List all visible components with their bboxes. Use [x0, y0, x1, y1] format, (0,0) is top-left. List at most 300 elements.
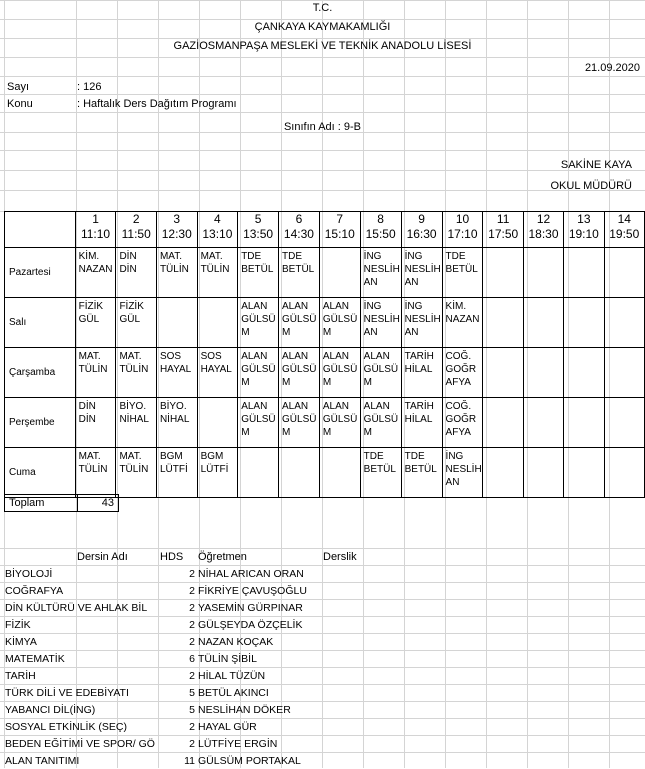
room-header: Derslik	[323, 550, 357, 563]
course-name: ALAN TANITIMI	[5, 754, 80, 767]
lesson-text: MAT.	[78, 351, 101, 362]
course-teacher: HAYAL GÜR	[198, 720, 257, 733]
course-hds: 2	[189, 737, 195, 750]
course-hds: 6	[189, 652, 195, 665]
lesson-text: GÜLSÜ	[322, 364, 358, 375]
lesson-cell	[604, 448, 644, 498]
lesson-cell	[564, 448, 604, 498]
lesson-cell	[442, 298, 483, 348]
course-row	[5, 752, 403, 769]
course-row	[5, 667, 403, 684]
course-room	[323, 599, 403, 616]
lesson-text: M	[282, 327, 291, 338]
lesson-cell	[197, 298, 238, 348]
lesson-cell	[197, 348, 238, 398]
period-header	[116, 212, 157, 248]
lesson-text: HAYAL	[159, 364, 192, 375]
course-hds: 2	[189, 601, 195, 614]
lesson-text: GÜLSÜ	[363, 364, 399, 375]
lesson-text: GÜLSÜ	[322, 314, 358, 325]
lesson-cell	[401, 248, 442, 298]
lesson-text: BİYO.	[159, 401, 187, 412]
lesson-text: NAZAN	[78, 264, 113, 275]
course-name: TARİH	[5, 669, 36, 682]
lesson-text: ALAN	[241, 301, 268, 312]
lesson-text: TÜLİN	[159, 264, 189, 275]
lesson-text: HAYAL	[200, 364, 232, 375]
total-table	[4, 494, 119, 512]
lesson-text: MAT.	[78, 451, 101, 462]
lesson-text: GÜLSÜ	[241, 364, 276, 375]
lesson-text: COĞ.	[445, 351, 472, 362]
period-header	[604, 212, 644, 248]
lesson-cell	[319, 448, 360, 498]
lesson-cell	[197, 448, 238, 498]
course-name: BEDEN EĞİTİMİ VE SPOR/ GÖ	[5, 737, 155, 750]
lesson-text: M	[241, 427, 250, 438]
lesson-text: KİM.	[445, 301, 467, 312]
lesson-text: GÜLSÜ	[282, 414, 317, 425]
course-teacher: LÜTFİYE ERGİN	[198, 737, 278, 750]
course-name: SOSYAL ETKİNLİK (SEÇ)	[5, 720, 127, 733]
course-row	[5, 701, 403, 718]
lesson-cell	[279, 298, 320, 348]
lesson-text: SOS	[200, 351, 222, 362]
lesson-cell	[319, 248, 360, 298]
lesson-text: İNG	[404, 251, 423, 262]
konu-value: : Haftalık Ders Dağıtım Programı	[77, 98, 237, 110]
lesson-cell	[75, 248, 116, 298]
day-name: Pazartesi	[5, 248, 76, 298]
lesson-text: ALAN	[282, 351, 309, 362]
course-row	[5, 650, 403, 667]
lesson-text: NESLİH	[363, 264, 400, 275]
header-tc: T.C.	[312, 2, 333, 14]
lesson-text: GÜLSÜ	[282, 314, 317, 325]
lesson-text: BETÜL	[241, 264, 274, 275]
lesson-cell	[523, 298, 563, 348]
lesson-cell	[238, 298, 279, 348]
period-time: 14:30	[283, 227, 314, 241]
lesson-cell	[360, 348, 401, 398]
class-name: Sınıfın Adı : 9-B	[283, 121, 362, 133]
day-name: Salı	[5, 298, 76, 348]
period-number: 7	[336, 212, 344, 226]
lesson-text: DİN	[119, 251, 137, 262]
lesson-cell	[197, 248, 238, 298]
day-row	[5, 298, 645, 348]
course-teacher: NESLİHAN DÖKER	[198, 703, 291, 716]
period-header	[319, 212, 360, 248]
course-room	[323, 752, 403, 769]
lesson-text: GÜLSÜ	[322, 414, 358, 425]
lesson-cell	[442, 398, 483, 448]
lesson-cell	[360, 398, 401, 448]
lesson-text: GÜLSÜ	[241, 314, 276, 325]
lesson-cell	[564, 298, 604, 348]
period-header-row	[5, 212, 645, 248]
period-time: 17:50	[488, 227, 519, 241]
period-number: 10	[455, 212, 470, 226]
lesson-text: AN	[363, 327, 378, 338]
course-teacher: BETÜL AKINCI	[198, 686, 269, 699]
course-room	[323, 565, 403, 582]
course-name: KİMYA	[5, 635, 37, 648]
lesson-cell	[360, 248, 401, 298]
period-time: 12:30	[161, 227, 192, 241]
course-name-header: Dersin Adı	[77, 550, 128, 563]
course-hds: 2	[189, 584, 195, 597]
lesson-text: BGM	[159, 451, 183, 462]
lesson-text: NESLİH	[404, 264, 441, 275]
course-teacher: NAZAN KOÇAK	[198, 635, 274, 648]
course-row	[5, 582, 403, 599]
lesson-text: FİZİK	[119, 301, 144, 312]
period-header	[279, 212, 320, 248]
lesson-text: NESLİH	[445, 464, 482, 475]
lesson-text: M	[241, 377, 250, 388]
period-header	[75, 212, 116, 248]
course-row	[5, 565, 403, 582]
lesson-text: NESLİH	[404, 314, 441, 325]
lesson-cell	[319, 348, 360, 398]
period-time: 18:30	[528, 227, 559, 241]
day-row	[5, 398, 645, 448]
course-hds: 2	[189, 635, 195, 648]
course-room	[323, 616, 403, 633]
lesson-cell	[75, 298, 116, 348]
lesson-text: M	[241, 327, 250, 338]
lesson-text: TDE	[445, 251, 466, 262]
lesson-cell	[564, 348, 604, 398]
lesson-text: LÜTFİ	[200, 464, 229, 475]
period-number: 14	[617, 212, 631, 226]
lesson-text: AN	[404, 327, 419, 338]
period-header	[442, 212, 483, 248]
lesson-text: DİN	[78, 414, 96, 425]
lesson-text: AN	[445, 477, 460, 488]
period-number: 8	[377, 212, 384, 226]
lesson-text: FİZİK	[78, 301, 104, 312]
lesson-text: İNG	[363, 251, 382, 262]
period-time: 11:10	[80, 227, 111, 241]
course-row	[5, 599, 403, 616]
lesson-cell	[238, 348, 279, 398]
lesson-cell	[156, 298, 197, 348]
lesson-cell	[523, 398, 563, 448]
lesson-text: TARİH	[404, 401, 434, 412]
course-name: BİYOLOJİ	[5, 567, 53, 580]
lesson-cell	[116, 248, 157, 298]
lesson-cell	[156, 248, 197, 298]
lesson-text: M	[322, 377, 332, 388]
lesson-text: NAZAN	[445, 314, 480, 325]
period-time: 16:30	[406, 227, 437, 241]
lesson-text: TDE	[404, 451, 425, 462]
lesson-cell	[483, 248, 523, 298]
period-number: 6	[295, 212, 303, 226]
lesson-text: HİLAL	[404, 364, 433, 375]
lesson-text: DİN	[119, 264, 137, 275]
period-time: 11:50	[121, 227, 151, 241]
lesson-cell	[75, 398, 116, 448]
lesson-cell	[604, 398, 644, 448]
lesson-cell	[360, 448, 401, 498]
lesson-text: ALAN	[241, 351, 268, 362]
lesson-cell	[238, 448, 279, 498]
lesson-text: KİM.	[78, 251, 100, 262]
course-row	[5, 718, 403, 735]
lesson-cell	[604, 248, 644, 298]
period-time: 19:50	[609, 227, 640, 241]
period-number: 12	[536, 212, 551, 226]
lesson-text: TDE	[241, 251, 262, 262]
corner-cell	[5, 212, 76, 248]
course-hds: 5	[189, 686, 195, 699]
lesson-text: SOS	[159, 351, 182, 362]
lesson-text: GÜLSÜ	[282, 364, 317, 375]
period-header	[401, 212, 442, 248]
lesson-cell	[116, 298, 157, 348]
period-number: 9	[418, 212, 425, 226]
lesson-text: AN	[404, 277, 419, 288]
lesson-text: GÜL	[78, 314, 100, 325]
period-number: 5	[254, 212, 262, 226]
lesson-text: AFYA	[445, 427, 471, 438]
lesson-cell	[156, 448, 197, 498]
lesson-cell	[483, 348, 523, 398]
lesson-text: GOĞR	[445, 364, 477, 375]
period-time: 17:10	[447, 227, 478, 241]
lesson-cell	[197, 398, 238, 448]
lesson-text: NESLİH	[363, 314, 400, 325]
course-room	[323, 684, 403, 701]
day-name: Perşembe	[5, 398, 76, 448]
course-room	[323, 582, 403, 599]
period-header	[523, 212, 563, 248]
lesson-text: BİYO.	[119, 401, 147, 412]
day-row	[5, 348, 645, 398]
lesson-cell	[564, 398, 604, 448]
period-number: 3	[173, 212, 181, 226]
course-teacher: GÜLSÜM PORTAKAL	[198, 754, 301, 767]
lesson-text: TDE	[363, 451, 384, 462]
day-row	[5, 248, 645, 298]
lesson-cell	[156, 348, 197, 398]
lesson-text: GÜL	[119, 314, 140, 325]
lesson-text: MAT.	[159, 251, 182, 262]
weekly-timetable	[4, 211, 645, 498]
lesson-text: GÜLSÜ	[363, 414, 399, 425]
period-time: 15:10	[324, 227, 355, 241]
lesson-text: TÜLİN	[119, 364, 149, 375]
lesson-text: TARİH	[404, 351, 434, 362]
lesson-text: ALAN	[363, 351, 390, 362]
header-kaymakamlik: ÇANKAYA KAYMAKAMLIĞI	[254, 21, 391, 33]
lesson-cell	[156, 398, 197, 448]
course-hds: 2	[189, 669, 195, 682]
day-name: Cuma	[5, 448, 76, 498]
lesson-cell	[75, 348, 116, 398]
document-date: 21.09.2020	[584, 62, 640, 74]
lesson-text: M	[322, 427, 332, 438]
course-room	[323, 633, 403, 650]
period-header	[483, 212, 523, 248]
course-hds: 11	[184, 754, 195, 767]
lesson-cell	[523, 248, 563, 298]
course-room	[323, 735, 403, 752]
lesson-text: M	[322, 327, 332, 338]
course-room	[323, 667, 403, 684]
konu-label: Konu	[7, 98, 33, 110]
period-number: 1	[92, 212, 99, 226]
period-time: 19:10	[568, 227, 599, 241]
course-row	[5, 616, 403, 633]
lesson-cell	[483, 398, 523, 448]
lesson-text: M	[363, 427, 373, 438]
course-name: YABANCI DİL(İNG)	[5, 703, 96, 716]
lesson-text: ALAN	[282, 401, 309, 412]
lesson-text: AN	[363, 277, 378, 288]
course-list	[5, 548, 403, 769]
lesson-text: LÜTFİ	[159, 464, 188, 475]
teacher-header: Öğretmen	[198, 550, 247, 563]
course-hds: 5	[189, 703, 195, 716]
lesson-cell	[116, 398, 157, 448]
lesson-cell	[116, 348, 157, 398]
course-name: DİN KÜLTÜRÜ VE AHLAK BİL	[5, 601, 148, 614]
lesson-text: TÜLİN	[200, 264, 230, 275]
day-name: Çarşamba	[5, 348, 76, 398]
lesson-cell	[319, 398, 360, 448]
course-room	[323, 650, 403, 667]
lesson-text: GOĞR	[445, 414, 477, 425]
lesson-text: DİN	[78, 401, 96, 412]
lesson-text: MAT.	[119, 451, 142, 462]
lesson-cell	[483, 448, 523, 498]
lesson-text: BETÜL	[404, 464, 437, 475]
course-teacher: TÜLİN ŞİBİL	[198, 652, 257, 665]
lesson-cell	[319, 298, 360, 348]
period-time: 15:50	[365, 227, 396, 241]
lesson-text: ALAN	[322, 301, 349, 312]
lesson-cell	[564, 248, 604, 298]
course-row	[5, 633, 403, 650]
lesson-text: MAT.	[200, 251, 223, 262]
course-hds: 2	[189, 618, 195, 631]
lesson-text: GÜLSÜ	[241, 414, 276, 425]
course-teacher: GÜLŞEYDA ÖZÇELİK	[198, 618, 303, 631]
day-row	[5, 448, 645, 498]
lesson-cell	[401, 448, 442, 498]
lesson-cell	[279, 398, 320, 448]
header-school: GAZİOSMANPAŞA MESLEKİ VE TEKNİK ANADOLU LİSESİ	[173, 40, 472, 52]
period-header	[238, 212, 279, 248]
course-teacher: HİLAL TÜZÜN	[198, 669, 266, 682]
lesson-cell	[279, 348, 320, 398]
lesson-cell	[442, 348, 483, 398]
period-header	[360, 212, 401, 248]
period-header	[156, 212, 197, 248]
total-value: 43	[78, 495, 119, 512]
lesson-cell	[483, 298, 523, 348]
course-row	[5, 735, 403, 752]
course-name: FİZİK	[5, 618, 31, 631]
lesson-cell	[523, 348, 563, 398]
period-number: 4	[214, 212, 221, 226]
course-name: TÜRK DİLİ VE EDEBİYATI	[5, 686, 129, 699]
lesson-text: ALAN	[322, 401, 349, 412]
lesson-cell	[442, 448, 483, 498]
course-hds: 2	[189, 720, 195, 733]
lesson-text: TDE	[282, 251, 303, 262]
period-time: 13:10	[202, 227, 233, 241]
lesson-cell	[442, 248, 483, 298]
course-room	[323, 718, 403, 735]
lesson-cell	[279, 248, 320, 298]
course-name: MATEMATİK	[5, 652, 65, 665]
lesson-text: ALAN	[282, 301, 309, 312]
lesson-cell	[279, 448, 320, 498]
lesson-text: M	[282, 377, 291, 388]
lesson-text: ALAN	[241, 401, 268, 412]
lesson-cell	[360, 298, 401, 348]
lesson-cell	[401, 348, 442, 398]
course-list-header	[5, 548, 403, 565]
course-room	[323, 701, 403, 718]
period-header	[197, 212, 238, 248]
sayi-label: Sayı	[7, 81, 30, 93]
lesson-cell	[238, 248, 279, 298]
period-number: 11	[496, 212, 510, 226]
lesson-text: İNG	[404, 301, 423, 312]
period-time: 13:50	[243, 227, 274, 241]
lesson-text: HİLAL	[404, 414, 433, 425]
lesson-cell	[604, 298, 644, 348]
course-teacher: NİHAL ARICAN ORAN	[198, 567, 304, 580]
lesson-cell	[401, 398, 442, 448]
lesson-cell	[238, 398, 279, 448]
lesson-text: TÜLİN	[119, 464, 149, 475]
lesson-cell	[401, 298, 442, 348]
sayi-value: : 126	[77, 81, 102, 93]
lesson-text: BETÜL	[363, 464, 396, 475]
period-number: 13	[577, 212, 591, 226]
lesson-text: İNG	[445, 451, 464, 462]
principal-title: OKUL MÜDÜRÜ	[550, 180, 632, 192]
lesson-text: M	[282, 427, 291, 438]
lesson-text: NİHAL	[159, 414, 190, 425]
lesson-text: ALAN	[322, 351, 349, 362]
course-row	[5, 684, 403, 701]
lesson-text: AFYA	[445, 377, 471, 388]
lesson-text: BGM	[200, 451, 224, 462]
lesson-cell	[523, 448, 563, 498]
lesson-text: TÜLİN	[78, 364, 108, 375]
course-hds: 2	[189, 567, 195, 580]
principal-name: SAKİNE KAYA	[560, 159, 632, 171]
lesson-text: ALAN	[363, 401, 390, 412]
total-label: Toplam	[5, 495, 78, 512]
course-teacher: FİKRİYE ÇAVUŞOĞLU	[198, 584, 307, 597]
lesson-cell	[116, 448, 157, 498]
lesson-text: M	[363, 377, 373, 388]
lesson-text: İNG	[363, 301, 382, 312]
lesson-cell	[604, 348, 644, 398]
lesson-text: MAT.	[119, 351, 142, 362]
period-number: 2	[132, 212, 140, 226]
lesson-text: TÜLİN	[78, 464, 108, 475]
